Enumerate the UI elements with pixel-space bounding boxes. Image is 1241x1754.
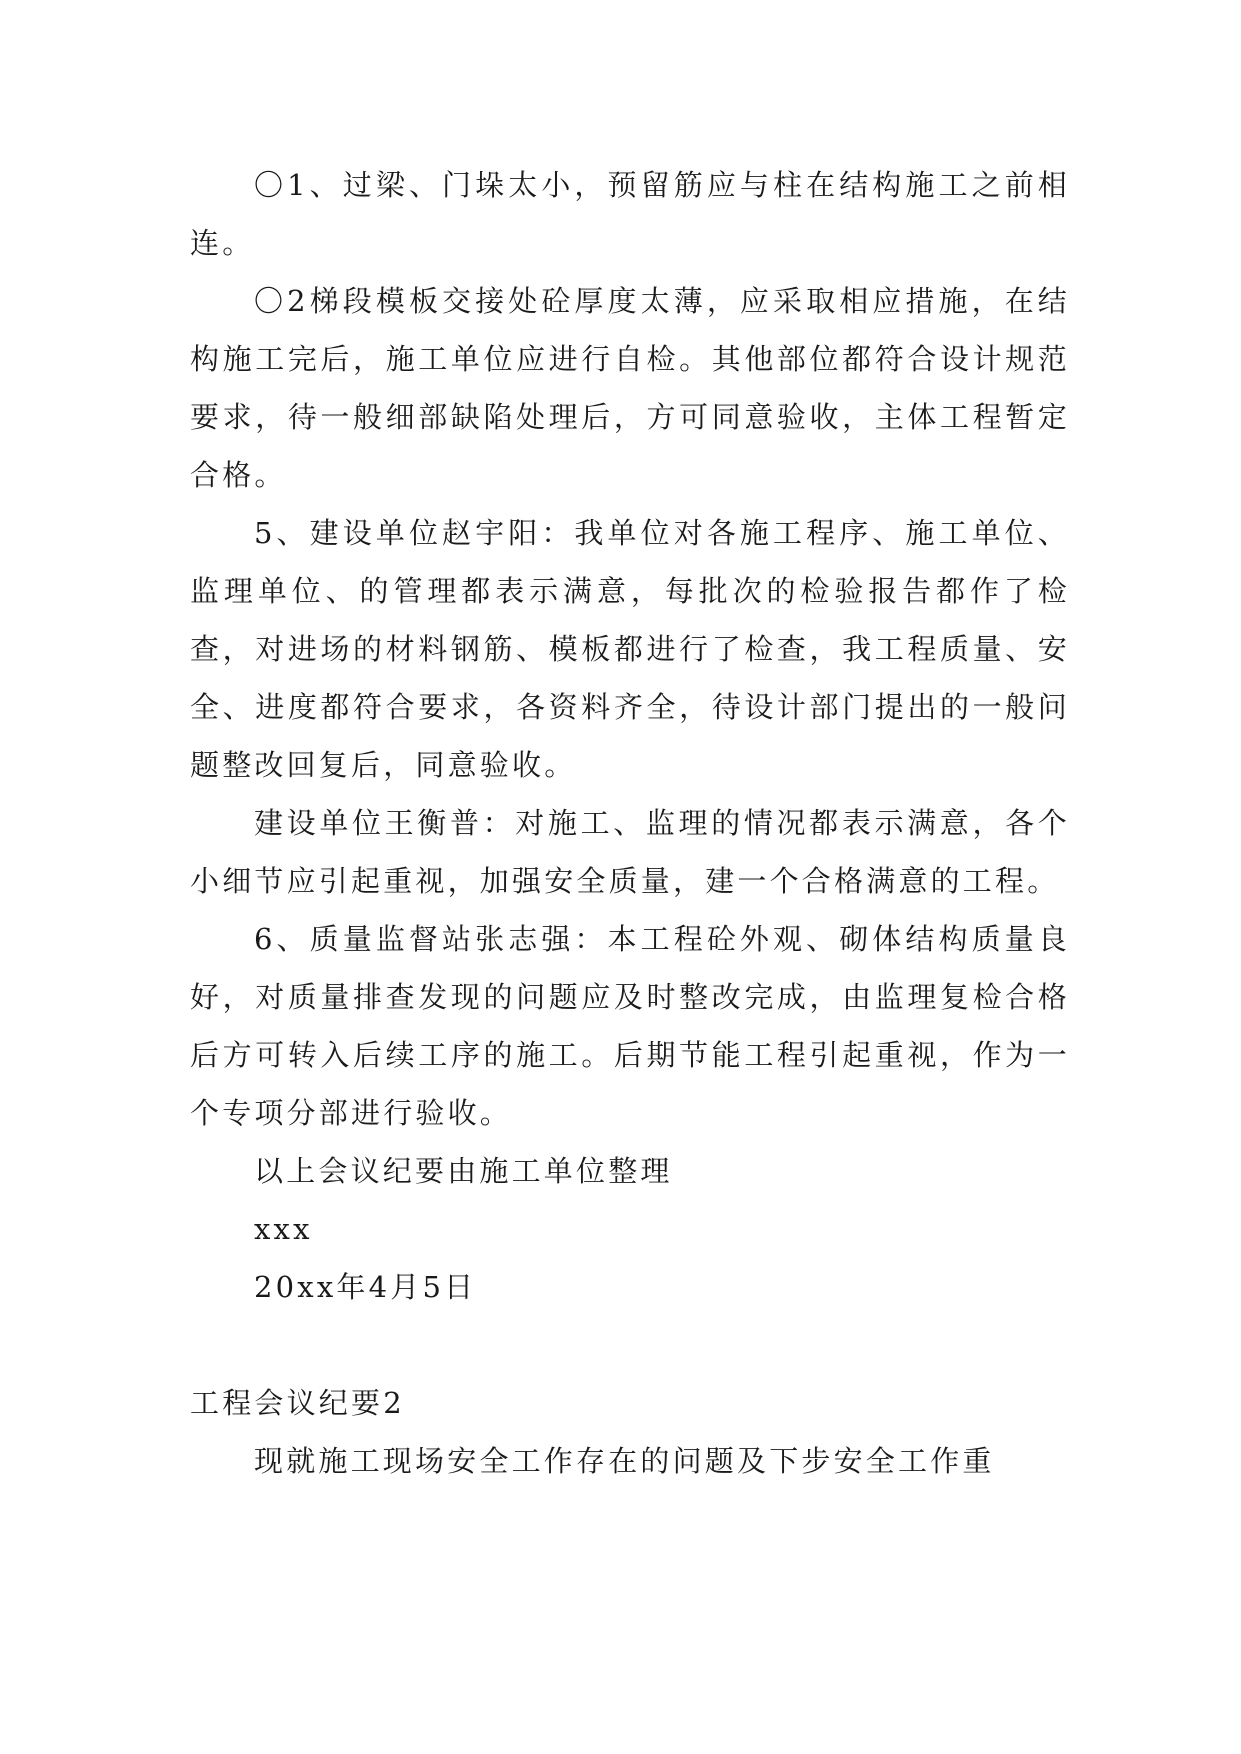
spacer xyxy=(190,1316,1070,1374)
paragraph-construction-unit: 建设单位王衡普：对施工、监理的情况都表示满意，各个小细节应引起重视，加强安全质量，建一个合格满意的工程。 xyxy=(190,806,1070,898)
date: 20xx年4月5日 xyxy=(254,1270,477,1304)
paragraph-item-6: 6、质量监督站张志强：本工程砼外观、砌体结构质量良好，对质量排查发现的问题应及时整改完成，由监理复检合格后方可转入后续工序的施工。后期节能工程引起重视，作为一个专项分部进行验收。 xyxy=(190,922,1070,1130)
signature: xxx xyxy=(254,1212,313,1246)
paragraph-item-2: 〇2梯段模板交接处砼厚度太薄，应采取相应措施，在结构施工完后，施工单位应进行自检。其他部位都符合设计规范要求，待一般细部缺陷处理后，方可同意验收，主体工程暂定合格。 xyxy=(190,284,1070,492)
paragraph-item-5: 5、建设单位赵宇阳：我单位对各施工程序、施工单位、监理单位、的管理都表示满意，每批次的检验报告都作了检查，对进场的材料钢筋、模板都进行了检查，我工程质量、安全、进度都符合要求，各资料齐全，待设计部门提出的一般问题整改回复后，同意验收。 xyxy=(190,516,1070,782)
paragraph-item-1: 〇1、过梁、门垛太小，预留筋应与柱在结构施工之前相连。 xyxy=(190,168,1070,260)
next-paragraph: 现就施工现场安全工作存在的问题及下步安全工作重 xyxy=(254,1444,995,1478)
document-body xyxy=(190,156,1070,1490)
section-title: 工程会议纪要2 xyxy=(190,1386,405,1420)
closing-note: 以上会议纪要由施工单位整理 xyxy=(254,1154,673,1188)
